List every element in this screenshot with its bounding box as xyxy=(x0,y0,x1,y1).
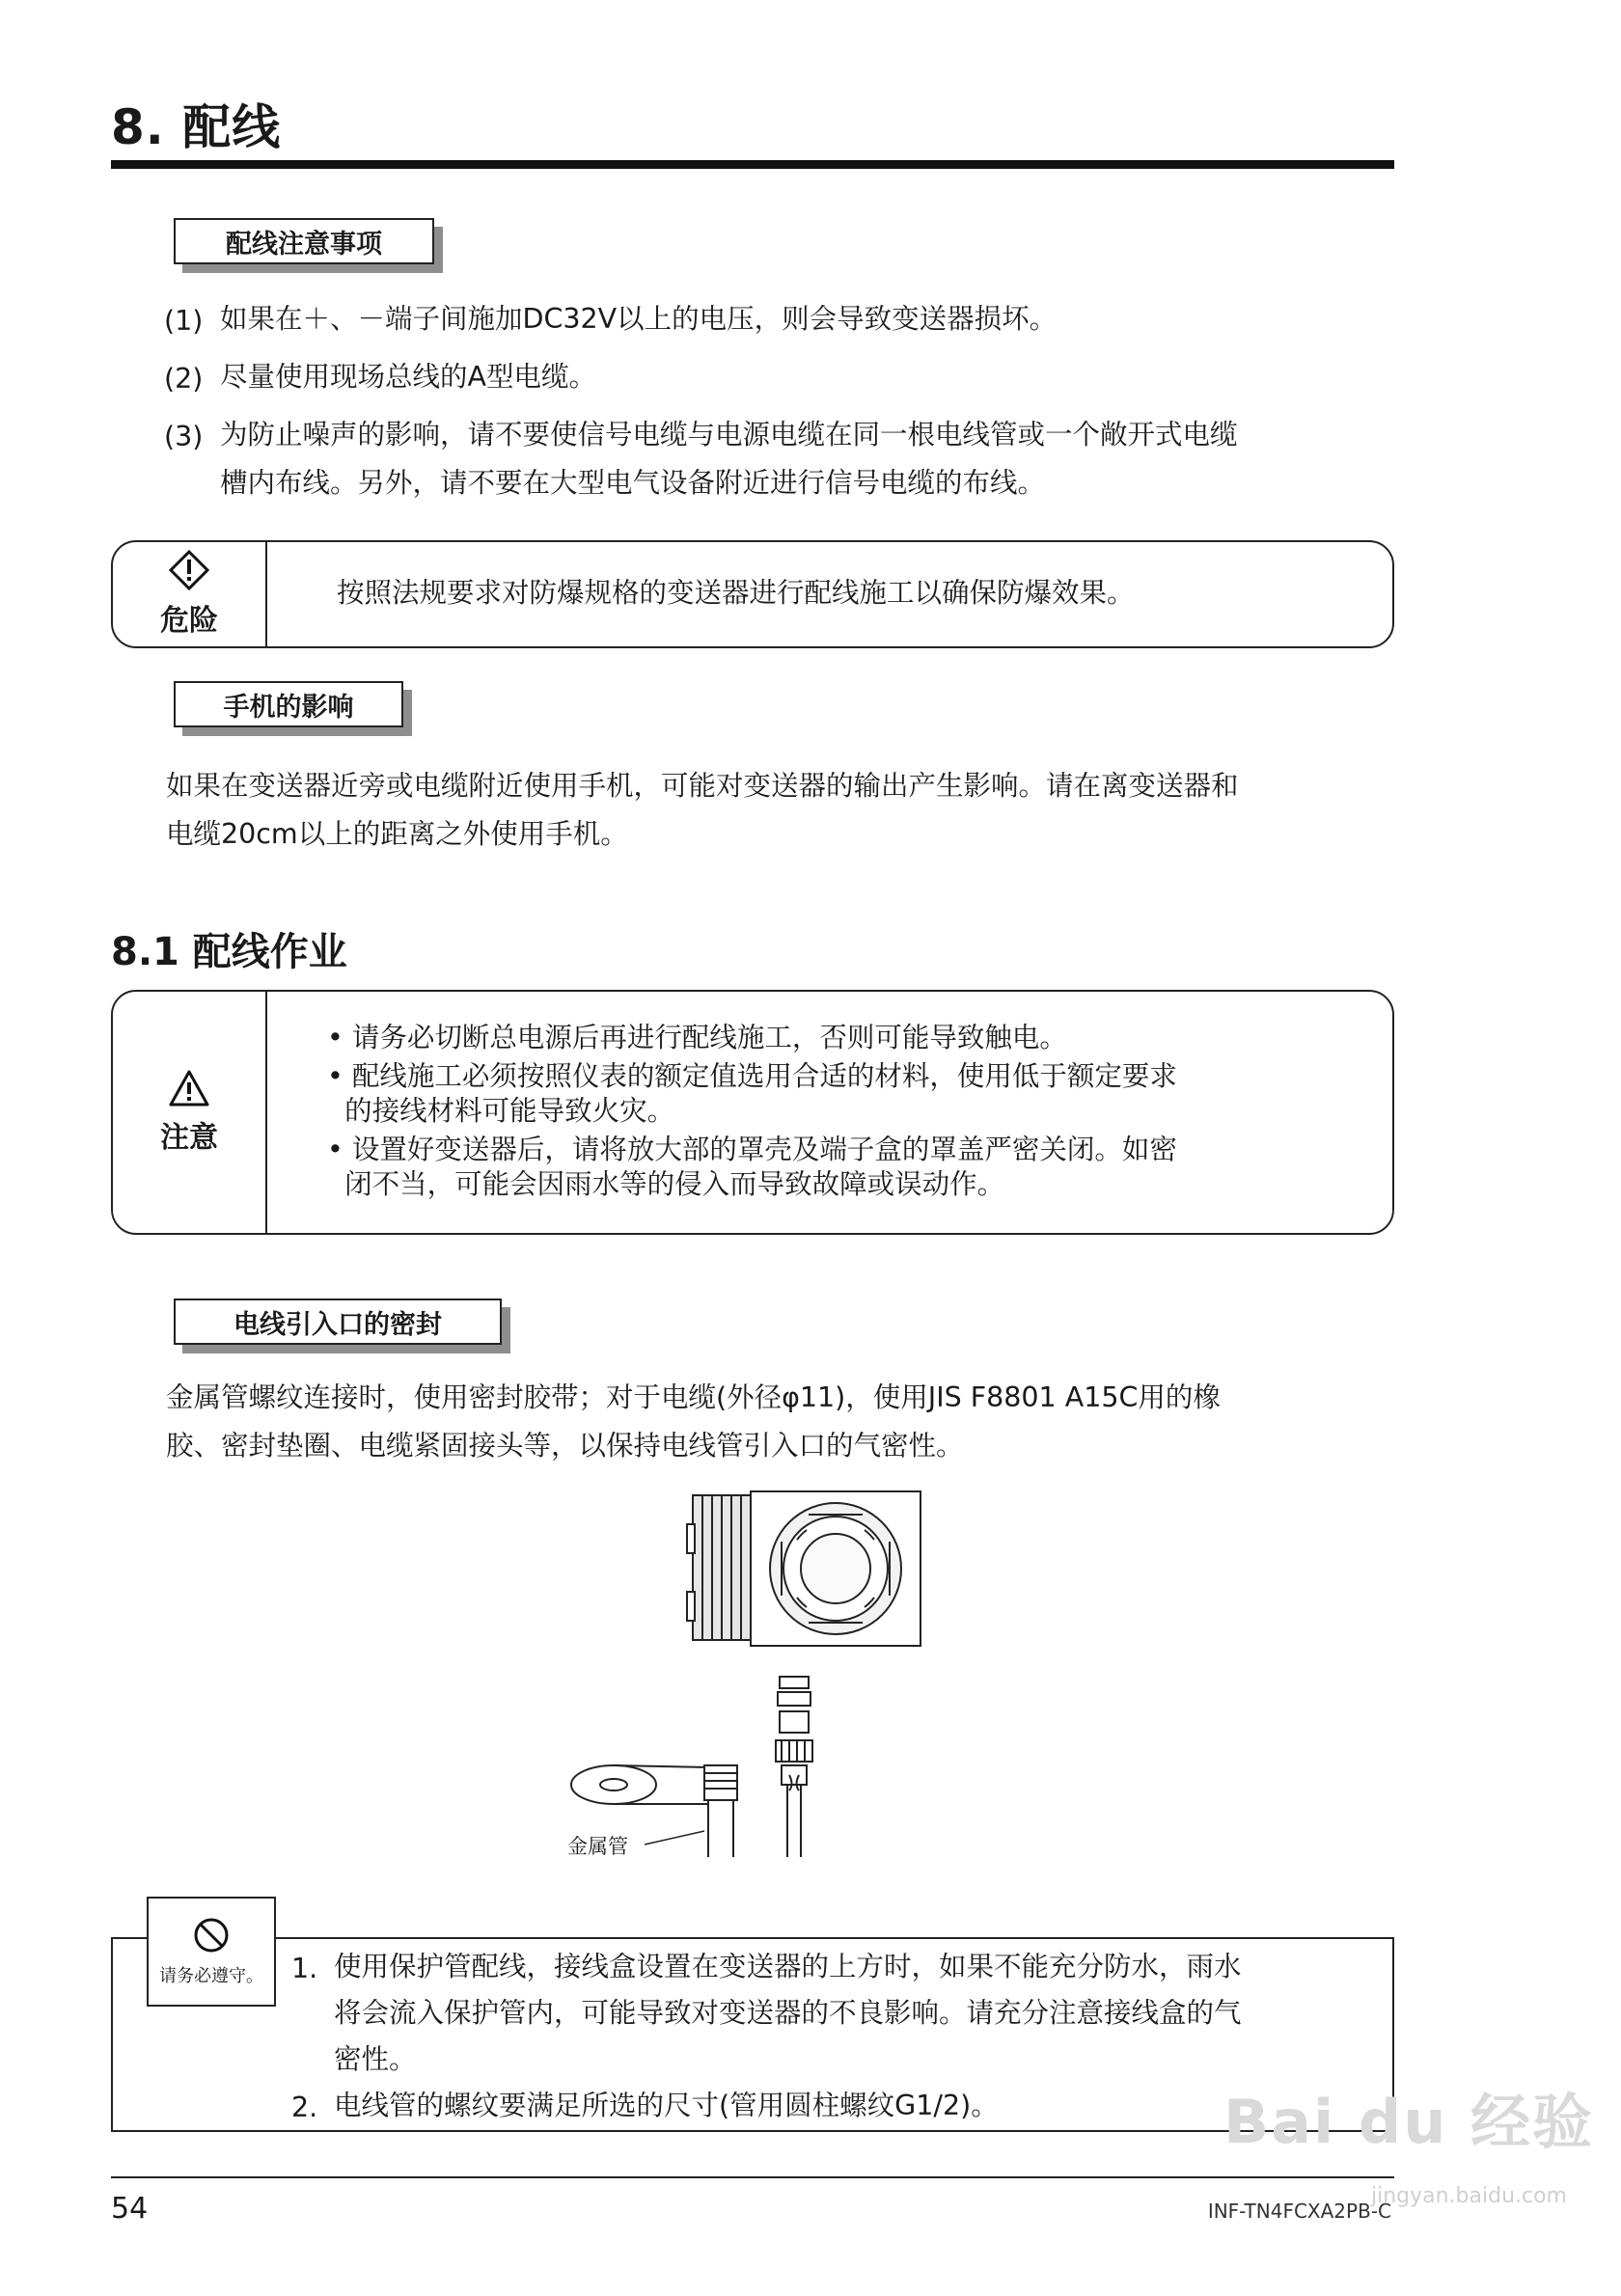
sealing-text-b: 胶、密封垫圈、电缆紧固接头等，以保持电线管引入口的气密性。 xyxy=(166,1430,964,1462)
caution-label: 注意 xyxy=(160,1121,218,1155)
footer-rule xyxy=(111,2176,1394,2178)
prohibition-icon xyxy=(192,1916,231,1954)
caution-bullet-2a: • 配线施工必须按照仪表的额定值选用合适的材料，使用低于额定要求 xyxy=(327,1060,1177,1092)
caution-box xyxy=(111,990,1394,1235)
sealing-text-a: 金属管螺纹连接时，使用密封胶带；对于电缆(外径φ11)，使用JIS F8801 A15C用的橡 xyxy=(166,1381,1221,1413)
mandatory-label-cell xyxy=(147,1897,276,2007)
section-heading-8-1: 8.1 配线作业 xyxy=(111,930,347,974)
danger-diamond-icon xyxy=(169,550,209,590)
mandatory-label: 请务必遵守。 xyxy=(159,1966,263,1986)
document-id: INF-TN4FCXA2PB-C xyxy=(1207,2200,1391,2223)
terminal-box xyxy=(751,1491,920,1646)
sealing-parts xyxy=(776,1677,812,1857)
phone-text-a: 如果在变送器近旁或电缆附近使用手机，可能对变送器的输出产生影响。请在离变送器和 xyxy=(166,770,1239,802)
warning-triangle-icon xyxy=(168,1069,210,1107)
phone-text-b: 电缆20cm以上的距离之外使用手机。 xyxy=(166,818,628,850)
figure-label-metal-pipe: 金属管 xyxy=(567,1835,628,1858)
note-num-1: (1) xyxy=(164,305,204,337)
danger-label-cell xyxy=(113,542,267,646)
page-number: 54 xyxy=(111,2192,149,2226)
note-text-3b: 槽内布线。另外，请不要在大型电气设备附近进行信号电缆的布线。 xyxy=(220,467,1046,499)
caution-bullet-1: • 请务必切断总电源后再进行配线施工，否则可能导致触电。 xyxy=(327,1022,1067,1053)
mandatory-text-1a: 使用保护管配线，接线盒设置在变送器的上方时，如果不能充分防水，雨水 xyxy=(334,1951,1242,1982)
caution-bullet-3b: 闭不当，可能会因雨水等的侵入而导致故障或误动作。 xyxy=(327,1168,1005,1200)
danger-box xyxy=(111,540,1394,648)
metal-pipe xyxy=(704,1765,737,1857)
note-num-3: (3) xyxy=(164,421,204,452)
danger-text: 按照法规要求对防爆规格的变送器进行配线施工以确保防爆效果。 xyxy=(337,577,1135,609)
note-text-1: 如果在＋、－端子间施加DC32V以上的电压，则会导致变送器损坏。 xyxy=(220,303,1058,335)
mandatory-text-1c: 密性。 xyxy=(334,2043,417,2075)
section-tag-phone: 手机的影响 xyxy=(174,681,403,727)
page-title: 8. 配线 xyxy=(111,99,282,155)
mandatory-text-2: 电线管的螺纹要满足所选的尺寸(管用圆柱螺纹G1/2)。 xyxy=(334,2090,999,2121)
sealing-tape xyxy=(571,1765,708,1804)
note-num-2: (2) xyxy=(164,363,204,395)
watermark-url: jingyan.baidu.com xyxy=(1370,2184,1567,2208)
note-text-3a: 为防止噪声的影响，请不要使信号电缆与电源电缆在同一根电线管或一个敞开式电缆 xyxy=(220,419,1238,451)
caution-bullet-3a: • 设置好变送器后，请将放大部的罩壳及端子盒的罩盖严密关闭。如密 xyxy=(327,1134,1177,1165)
watermark-logo: Bai du 经验 xyxy=(1223,2087,1594,2157)
title-rule xyxy=(111,160,1394,169)
mandatory-text-1b: 将会流入保护管内，可能导致对变送器的不良影响。请充分注意接线盒的气 xyxy=(334,1997,1242,2029)
danger-label: 危险 xyxy=(160,604,218,638)
section-tag-sealing: 电线引入口的密封 xyxy=(174,1298,502,1345)
caution-bullet-2b: 的接线材料可能导致火灾。 xyxy=(327,1095,675,1127)
section-tag-wiring-notes: 配线注意事项 xyxy=(174,218,434,264)
mandatory-num-2: 2. xyxy=(291,2091,318,2123)
mandatory-num-1: 1. xyxy=(291,1953,318,1984)
caution-label-cell xyxy=(113,992,267,1233)
conduit-sealing-figure xyxy=(560,1486,965,1862)
amplifier-housing xyxy=(687,1495,751,1640)
note-text-2: 尽量使用现场总线的A型电缆。 xyxy=(220,361,596,393)
